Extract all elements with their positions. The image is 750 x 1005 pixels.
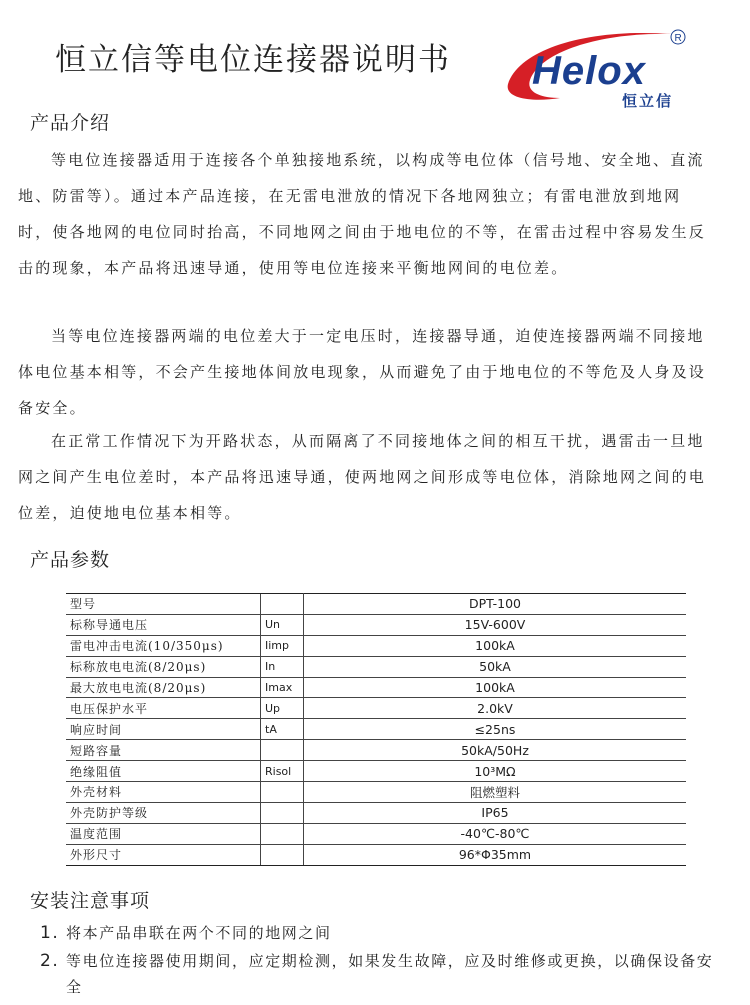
helox-logo: [500, 18, 700, 114]
logo-subtitle: 恒立信: [622, 92, 674, 110]
param-symbol: Iimp: [261, 635, 304, 656]
intro-heading: 产品介绍: [30, 112, 111, 134]
param-name: 外形尺寸: [66, 844, 261, 865]
param-name: 标称导通电压: [66, 614, 261, 635]
param-name: 最大放电电流(8/20μs): [66, 677, 261, 698]
param-name: 标称放电电流(8/20μs): [66, 656, 261, 677]
install-list: [40, 920, 720, 1002]
param-value: ≤25ns: [304, 719, 687, 740]
install-item-text: 将本产品串联在两个不同的地网之间: [66, 924, 332, 942]
param-name: 外壳防护等级: [66, 802, 261, 823]
install-item-number: 1.: [40, 923, 60, 943]
param-name: 电压保护水平: [66, 698, 261, 719]
param-value: 10³MΩ: [304, 761, 687, 782]
params-heading: 产品参数: [30, 549, 111, 571]
param-row: [66, 844, 686, 865]
param-row: [66, 761, 686, 782]
param-value: 100kA: [304, 677, 687, 698]
param-name: 型号: [66, 594, 261, 615]
params-table: [66, 593, 686, 866]
param-row: [66, 614, 686, 635]
param-symbol: Imax: [261, 677, 304, 698]
param-value: 阻燃塑料: [304, 782, 687, 803]
param-row: [66, 802, 686, 823]
param-symbol: tA: [261, 719, 304, 740]
param-value: IP65: [304, 802, 687, 823]
param-name: 温度范围: [66, 823, 261, 844]
param-value: 100kA: [304, 635, 687, 656]
param-name: 响应时间: [66, 719, 261, 740]
param-row: [66, 656, 686, 677]
param-symbol: Un: [261, 614, 304, 635]
param-symbol: Risol: [261, 761, 304, 782]
param-value: -40℃-80℃: [304, 823, 687, 844]
param-row: [66, 782, 686, 803]
param-symbol: Up: [261, 698, 304, 719]
param-symbol: In: [261, 656, 304, 677]
param-symbol: [261, 844, 304, 865]
param-name: 短路容量: [66, 740, 261, 761]
param-row: [66, 823, 686, 844]
intro-paragraph-2: 当等电位连接器两端的电位差大于一定电压时，连接器导通，迫使连接器两端不同接地体电位基本相等，不会产生接地体间放电现象，从而避免了由于地电位的不等危及人身及设备安全。: [18, 327, 707, 417]
param-row: [66, 594, 686, 615]
param-value: 50kA: [304, 656, 687, 677]
param-row: [66, 719, 686, 740]
param-value: 96*Φ35mm: [304, 844, 687, 865]
install-item: [40, 920, 720, 946]
param-row: [66, 698, 686, 719]
param-value: 15V-600V: [304, 614, 687, 635]
param-value: 2.0kV: [304, 698, 687, 719]
param-symbol: [261, 802, 304, 823]
intro-paragraph-3: 在正常工作情况下为开路状态，从而隔离了不同接地体之间的相互干扰，遇雷击一旦地网之间产生电位差时，本产品将迅速导通，使两地网之间形成等电位体，消除地网之间的电位差，迫使地电位基本相等。: [18, 432, 707, 522]
param-row: [66, 677, 686, 698]
logo-brand-text: Helox: [532, 49, 646, 93]
param-value: DPT-100: [304, 594, 687, 615]
param-row: [66, 635, 686, 656]
param-name: 雷电冲击电流(10/350μs): [66, 635, 261, 656]
install-heading: 安装注意事项: [30, 890, 151, 912]
param-symbol: [261, 823, 304, 844]
param-name: 绝缘阻值: [66, 761, 261, 782]
install-item-number: 2.: [40, 951, 60, 971]
param-symbol: [261, 594, 304, 615]
install-item: [40, 948, 720, 1000]
param-name: 外壳材料: [66, 782, 261, 803]
param-symbol: [261, 740, 304, 761]
registered-mark: R: [674, 33, 682, 44]
install-item-text: 等电位连接器使用期间，应定期检测，如果发生故障，应及时维修或更换，以确保设备安全: [66, 952, 714, 996]
intro-paragraph-1: 等电位连接器适用于连接各个单独接地系统，以构成等电位体（信号地、安全地、直流地、防雷等）。通过本产品连接，在无雷电泄放的情况下各地网独立；有雷电泄放到地网时，使各地网的电位同时抬高，不同地网之间由于地电位的不等，在雷击过程中容易发生反击的现象，本产品将迅速导通，使用等电位连接来平衡地网间的电位差。: [18, 151, 707, 277]
param-value: 50kA/50Hz: [304, 740, 687, 761]
param-row: [66, 740, 686, 761]
param-symbol: [261, 782, 304, 803]
document-title: 恒立信等电位连接器说明书: [55, 42, 451, 78]
